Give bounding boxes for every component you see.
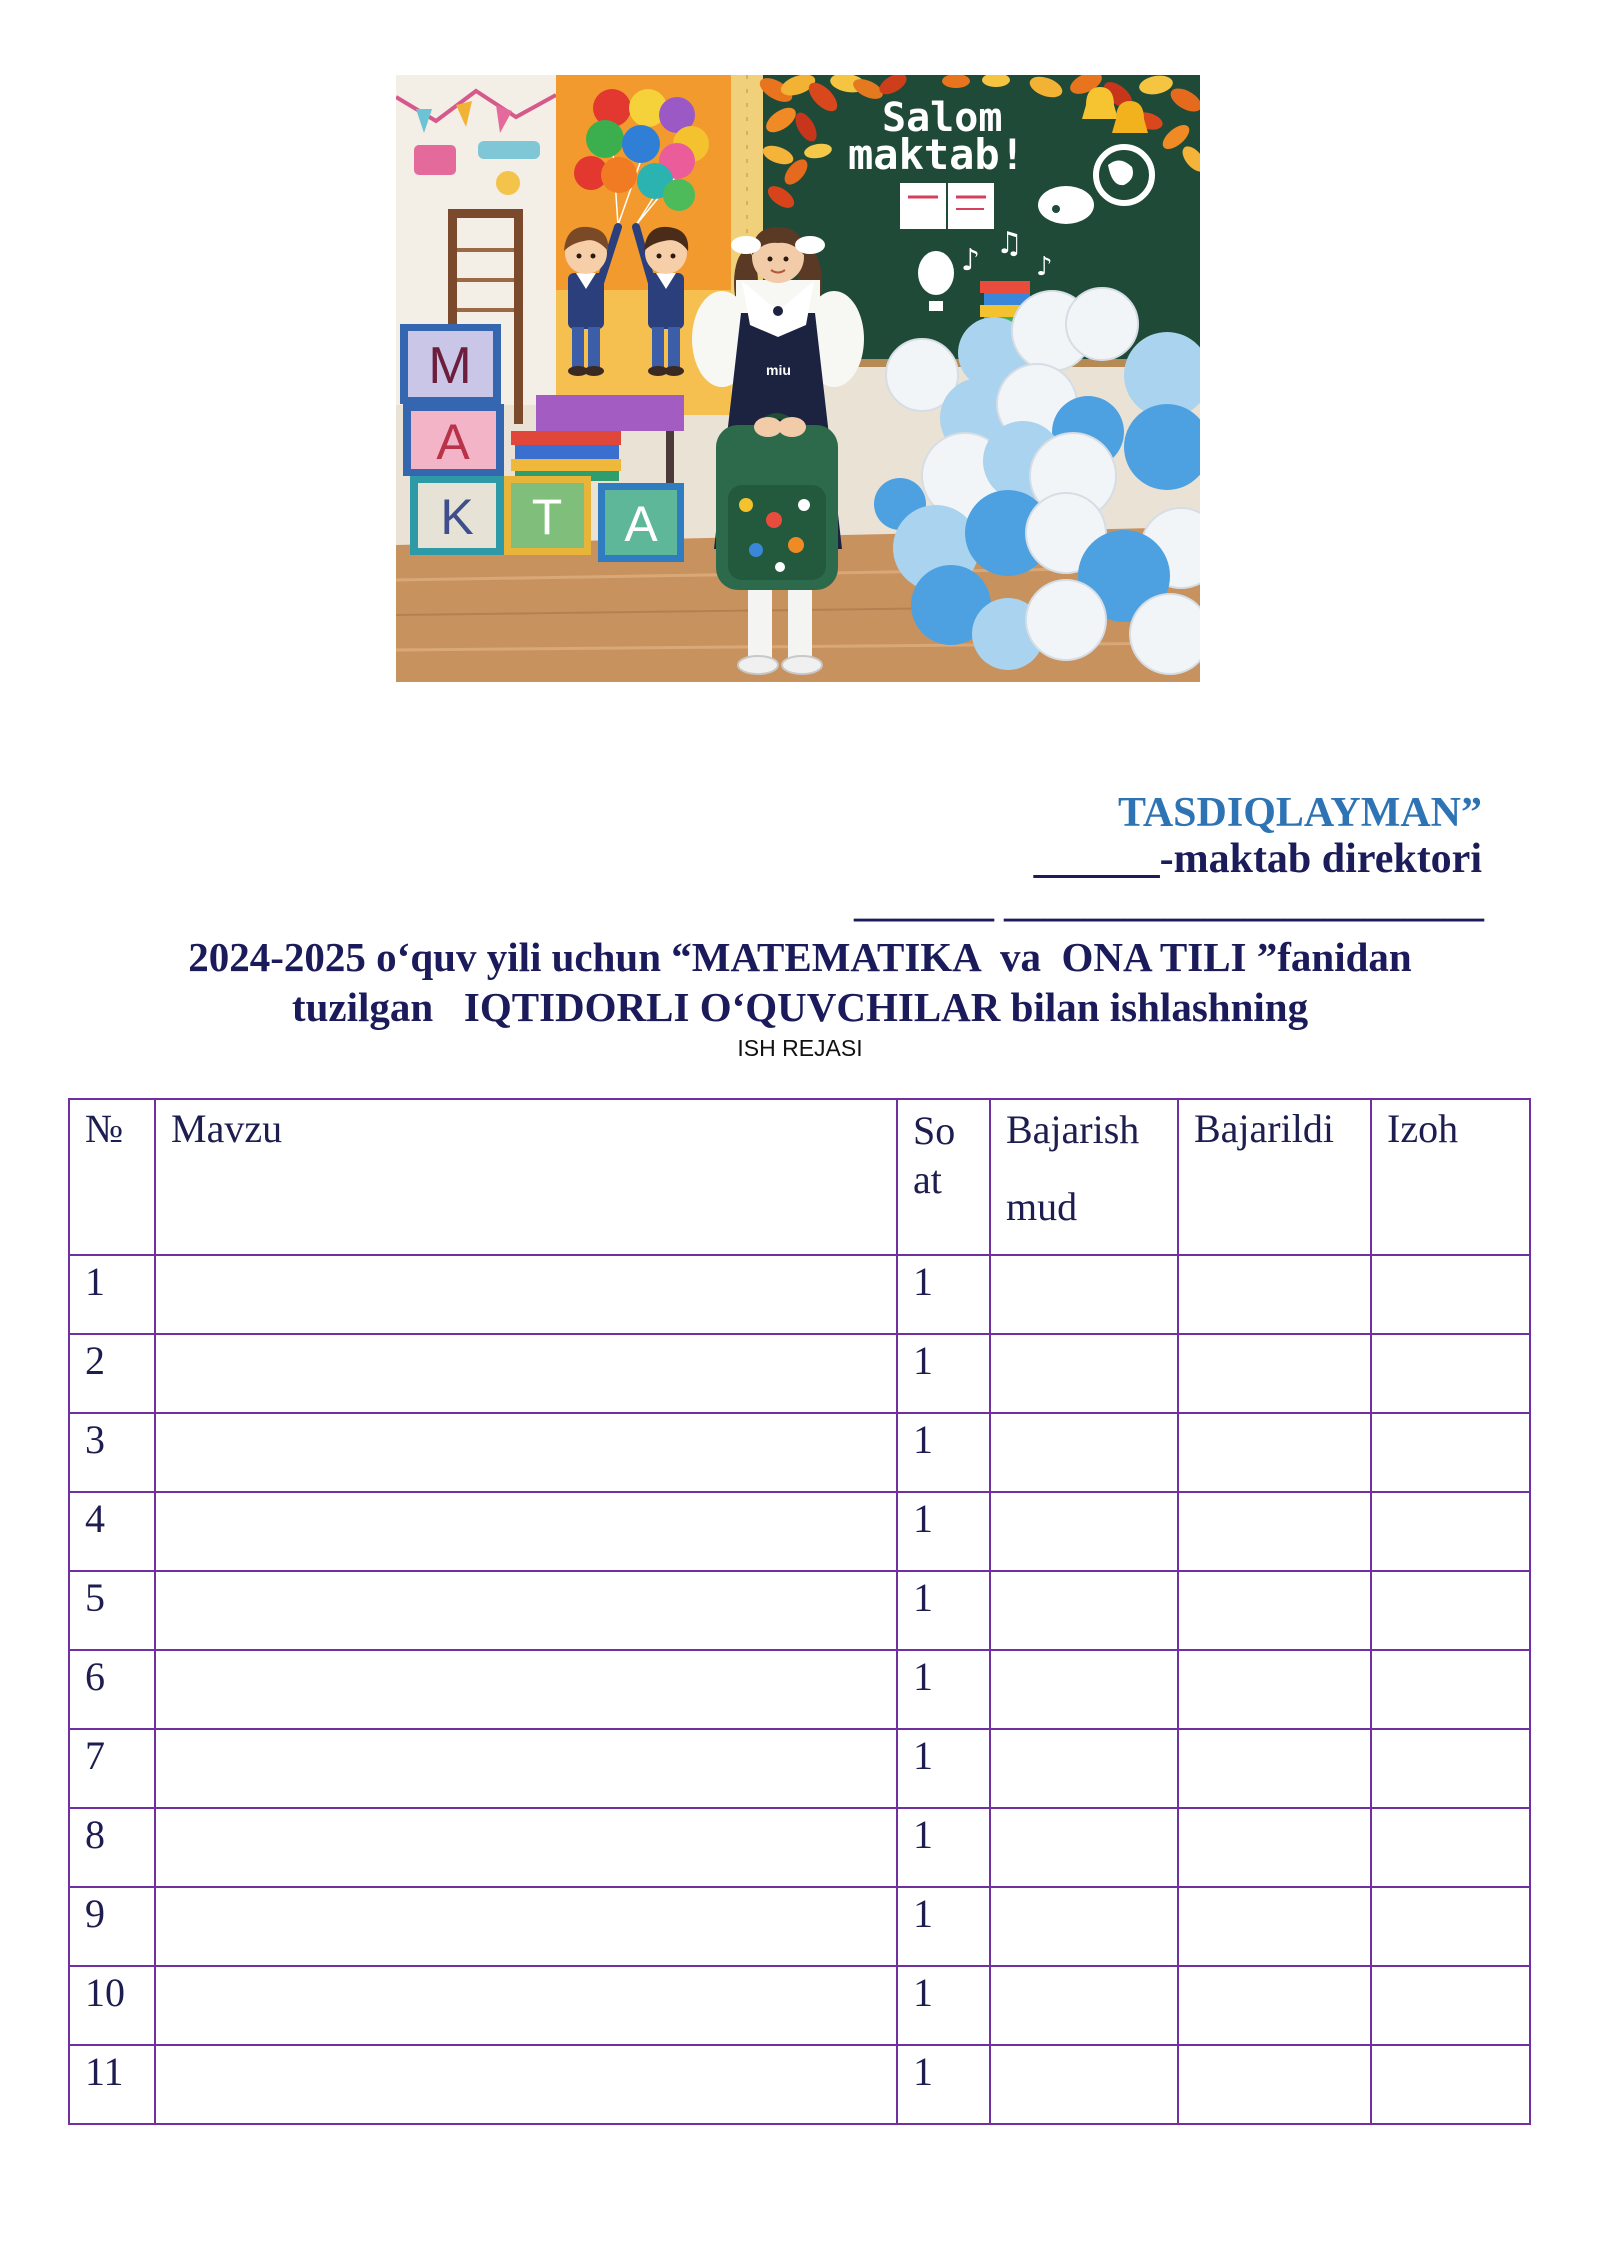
hours-cell: 1 <box>897 1966 990 2045</box>
notes-cell <box>1371 1571 1530 1650</box>
hours-header-label: So at <box>913 1108 956 1202</box>
completed-column-header: Bajarildi <box>1178 1099 1371 1255</box>
due-date-cell <box>990 1492 1178 1571</box>
row-number-cell: 5 <box>69 1571 155 1650</box>
abacus-post <box>514 209 523 424</box>
balloon <box>586 120 624 158</box>
notes-cell <box>1371 1492 1530 1571</box>
table-row <box>69 2045 1530 2124</box>
balloon <box>663 179 695 211</box>
hours-cell: 1 <box>897 1334 990 1413</box>
notes-cell <box>1371 1808 1530 1887</box>
table-row <box>69 1650 1530 1729</box>
row-number-cell: 6 <box>69 1650 155 1729</box>
completed-cell <box>1178 1334 1371 1413</box>
due-date-column-header <box>990 1099 1178 1255</box>
hours-cell: 1 <box>897 1650 990 1729</box>
balloon <box>1066 288 1138 360</box>
due-date-cell <box>990 1650 1178 1729</box>
palette-icon <box>1038 186 1094 224</box>
balloon <box>1026 580 1106 660</box>
notes-cell <box>1371 1334 1530 1413</box>
hours-cell: 1 <box>897 2045 990 2124</box>
balloon <box>622 125 660 163</box>
backpack-pattern <box>775 562 785 572</box>
new-book <box>515 445 619 459</box>
hours-cell: 1 <box>897 1729 990 1808</box>
block-letter: T <box>531 489 563 545</box>
new-book <box>511 431 621 445</box>
girl-eye <box>784 257 789 262</box>
row-number-cell: 2 <box>69 1334 155 1413</box>
kid-shoe <box>664 366 684 376</box>
work-plan-table <box>68 1098 1531 2125</box>
girl-eye <box>768 257 773 262</box>
document-subtitle: ISH REJASI <box>737 1035 863 1061</box>
hours-cell: 1 <box>897 1808 990 1887</box>
topic-column-header: Mavzu <box>155 1099 897 1255</box>
kid-eye <box>671 254 676 259</box>
balloon-arch <box>874 288 1200 674</box>
topic-cell <box>155 1413 897 1492</box>
completed-cell <box>1178 1729 1371 1808</box>
topic-cell <box>155 2045 897 2124</box>
hand <box>778 417 806 437</box>
letter-block-a-second <box>598 483 684 562</box>
topic-cell <box>155 1255 897 1334</box>
table-row <box>69 1887 1530 1966</box>
kid-eye <box>577 254 582 259</box>
music-note-icon: ♫ <box>996 226 1023 261</box>
due-date-cell <box>990 1571 1178 1650</box>
table-row <box>69 1413 1530 1492</box>
hair-bow <box>731 236 761 254</box>
school-first-day-photo <box>396 75 1200 682</box>
notes-column-header: Izoh <box>1371 1099 1530 1255</box>
neck-bow <box>773 306 783 316</box>
shoe <box>738 656 778 674</box>
due-date-cell <box>990 1255 1178 1334</box>
wall-decoration <box>478 141 540 159</box>
topic-cell <box>155 1887 897 1966</box>
backpack-pattern <box>749 543 763 557</box>
school-director-line: ______-maktab direktori <box>1033 836 1482 882</box>
completed-cell <box>1178 1255 1371 1334</box>
hours-column-header <box>897 1099 990 1255</box>
kid-eye <box>591 254 596 259</box>
row-number-cell: 11 <box>69 2045 155 2124</box>
air-balloon-basket <box>929 301 943 311</box>
notes-cell <box>1371 1413 1530 1492</box>
completed-cell <box>1178 1413 1371 1492</box>
chalkboard-greeting-line2: maktab! <box>848 130 1026 179</box>
notes-cell <box>1371 1729 1530 1808</box>
topic-cell <box>155 1571 897 1650</box>
number-column-header: № <box>69 1099 155 1255</box>
row-number-cell: 3 <box>69 1413 155 1492</box>
hair-bow <box>795 236 825 254</box>
row-number-cell: 8 <box>69 1808 155 1887</box>
palette-hole <box>1052 205 1060 213</box>
signature-line: _______ ________________________ <box>854 880 1484 925</box>
new-book <box>511 459 621 471</box>
shoe <box>782 656 822 674</box>
kid-leg <box>652 327 664 369</box>
approval-title: TASDIQLAYMAN” <box>1117 790 1482 836</box>
pinafore-logo-text: miu <box>766 362 791 378</box>
hand <box>754 417 782 437</box>
heading-line-2: tuzilgan IQTIDORLI O‘QUVCHILAR bilan ishlashning <box>291 984 1309 1030</box>
topic-cell <box>155 1966 897 2045</box>
hours-cell: 1 <box>897 1255 990 1334</box>
topic-cell <box>155 1334 897 1413</box>
notes-cell <box>1371 2045 1530 2124</box>
letter-block-t <box>504 476 591 555</box>
table-row <box>69 1492 1530 1571</box>
letter-block-k <box>410 476 504 555</box>
block-letter: M <box>428 337 472 395</box>
balloon <box>601 157 637 193</box>
table-row <box>69 1966 1530 2045</box>
hours-cell: 1 <box>897 1413 990 1492</box>
kid-shoe <box>584 366 604 376</box>
school-photo-drawing <box>396 75 1200 682</box>
chalkboard-greeting-line1: Salom <box>882 95 1003 141</box>
music-note-icon: ♪ <box>961 243 981 278</box>
backpack-pattern <box>788 537 804 553</box>
table-header-row <box>69 1099 1530 1255</box>
music-note-icon: ♪ <box>1036 252 1053 282</box>
topic-cell <box>155 1729 897 1808</box>
table-row <box>69 1334 1530 1413</box>
block-letter: A <box>436 414 470 470</box>
due-date-cell <box>990 1729 1178 1808</box>
table-row <box>69 1571 1530 1650</box>
due-date-cell <box>990 1413 1178 1492</box>
row-number-cell: 1 <box>69 1255 155 1334</box>
completed-cell <box>1178 2045 1371 2124</box>
completed-cell <box>1178 1571 1371 1650</box>
row-number-cell: 7 <box>69 1729 155 1808</box>
heading-line-1: 2024-2025 o‘quv yili uchun “MATEMATIKA va ONA TILI ”fanidan <box>188 934 1412 980</box>
wall-decoration <box>414 145 456 175</box>
due-date-cell <box>990 1966 1178 2045</box>
block-letter: K <box>440 489 474 545</box>
table-row <box>69 1729 1530 1808</box>
due-date-cell <box>990 2045 1178 2124</box>
kid-leg <box>588 327 600 369</box>
due-date-cell <box>990 1334 1178 1413</box>
notes-cell <box>1371 1255 1530 1334</box>
stacked-book <box>980 281 1030 293</box>
due-date-cell <box>990 1887 1178 1966</box>
book-page <box>948 183 994 229</box>
document-heading <box>0 932 1600 1032</box>
notes-cell <box>1371 1650 1530 1729</box>
kid-leg <box>668 327 680 369</box>
abacus-top-bar <box>448 209 523 218</box>
table-row <box>69 1255 1530 1334</box>
letter-block-m <box>400 324 501 404</box>
letter-block-a <box>403 404 504 476</box>
backpack-pattern <box>798 499 810 511</box>
table-row <box>69 1808 1530 1887</box>
topic-cell <box>155 1808 897 1887</box>
table-body <box>69 1255 1530 2124</box>
hours-cell: 1 <box>897 1492 990 1571</box>
backpack-pattern <box>739 498 753 512</box>
backpack-pattern <box>766 512 782 528</box>
hours-cell: 1 <box>897 1887 990 1966</box>
kid-leg <box>572 327 584 369</box>
topic-cell <box>155 1650 897 1729</box>
block-letter: A <box>624 496 658 552</box>
due-date-header-label: Bajarish mud <box>1006 1107 1140 1229</box>
due-date-cell <box>990 1808 1178 1887</box>
book-page <box>900 183 946 229</box>
kid-eye <box>657 254 662 259</box>
air-balloon <box>918 251 954 295</box>
completed-cell <box>1178 1966 1371 2045</box>
notes-cell <box>1371 1966 1530 2045</box>
completed-cell <box>1178 1887 1371 1966</box>
row-number-cell: 9 <box>69 1887 155 1966</box>
balloon <box>1130 594 1200 674</box>
row-number-cell: 10 <box>69 1966 155 2045</box>
completed-cell <box>1178 1492 1371 1571</box>
topic-cell <box>155 1492 897 1571</box>
completed-cell <box>1178 1650 1371 1729</box>
hours-cell: 1 <box>897 1571 990 1650</box>
purple-desk <box>536 395 684 431</box>
wall-decoration <box>496 171 520 195</box>
completed-cell <box>1178 1808 1371 1887</box>
notes-cell <box>1371 1887 1530 1966</box>
row-number-cell: 4 <box>69 1492 155 1571</box>
